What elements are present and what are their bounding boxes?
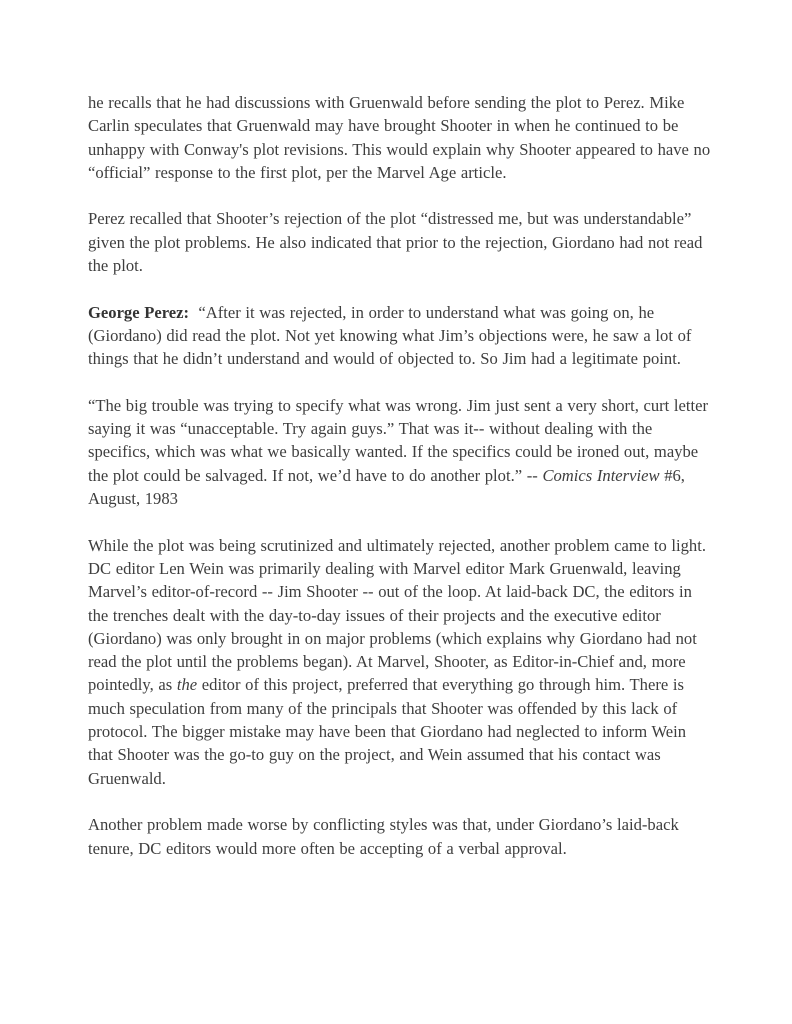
paragraph-4 [88,394,714,510]
text-segment: editor of this project, preferred that everything go through him. There is much speculation from many of the principals that Shooter was offended by this lack of protocol. The bigger mistake may have been that Giordano had neglected to inform Wein that Shooter was the go-to guy on the project, and Wein assumed that his contact was Gruenwald. [88,675,687,788]
text-segment: While the plot was being scrutinized and ultimately rejected, another problem came to light. DC editor Len Wein was primarily dealing with Marvel editor Mark Gruenwald, leaving Marvel’s editor-of-record -- Jim Shooter -- out of the loop. At laid-back DC, the editors in the trenches dealt with the day-to-day issues of their projects and the executive editor (Giordano) was only brought in on major problems (which explains why Giordano had not read the plot until the problems began). At Marvel, Shooter, as Editor-in-Chief and, more pointedly, as [88,535,706,695]
paragraph-5 [88,534,714,790]
text-segment: George Perez: [88,302,190,322]
text-segment: Another problem made worse by conflicting styles was that, under Giordano’s laid-back tenure, DC editors would more often be accepting of a verbal approval. [88,815,679,858]
paragraph-1 [88,91,714,184]
text-segment: Perez recalled that Shooter’s rejection of the plot “distressed me, but was understandable” given the plot problems. He also indicated that prior to the rejection, Giordano had not read the plot. [88,209,703,276]
text-segment: “After it was rejected, in order to understand what was going on, he (Giordano) did read the plot. Not yet knowing what Jim’s objections were, he saw a lot of things that he didn’t understand and would of objected to. So Jim had a legitimate point. [88,302,692,369]
text-segment: #6, August, 1983 [88,465,685,509]
text-segment: he recalls that he had discussions with Gruenwald before sending the plot to Perez. Mike Carlin speculates that Gruenwald may have brought Shooter in when he continued to be unhappy with Conway's plot revisions. This would explain why Shooter appeared to have no “official” response to the first plot, per the Marvel Age article. [88,93,711,182]
document-text-block [88,91,714,860]
paragraph-2 [88,207,714,277]
text-segment: “The big trouble was trying to specify what was wrong. Jim just sent a very short, curt letter saying it was “unacceptable. Try again guys.” That was it-- without dealing with the specifics, which was what we basically wanted. If the specifics could be ironed out, maybe the plot could be salvaged. If not, we’d have to do another plot.” -- [88,395,709,485]
text-segment: Comics Interview [542,465,660,485]
paragraph-6 [88,813,714,860]
paragraph-3 [88,301,714,371]
text-segment: the [176,675,198,695]
